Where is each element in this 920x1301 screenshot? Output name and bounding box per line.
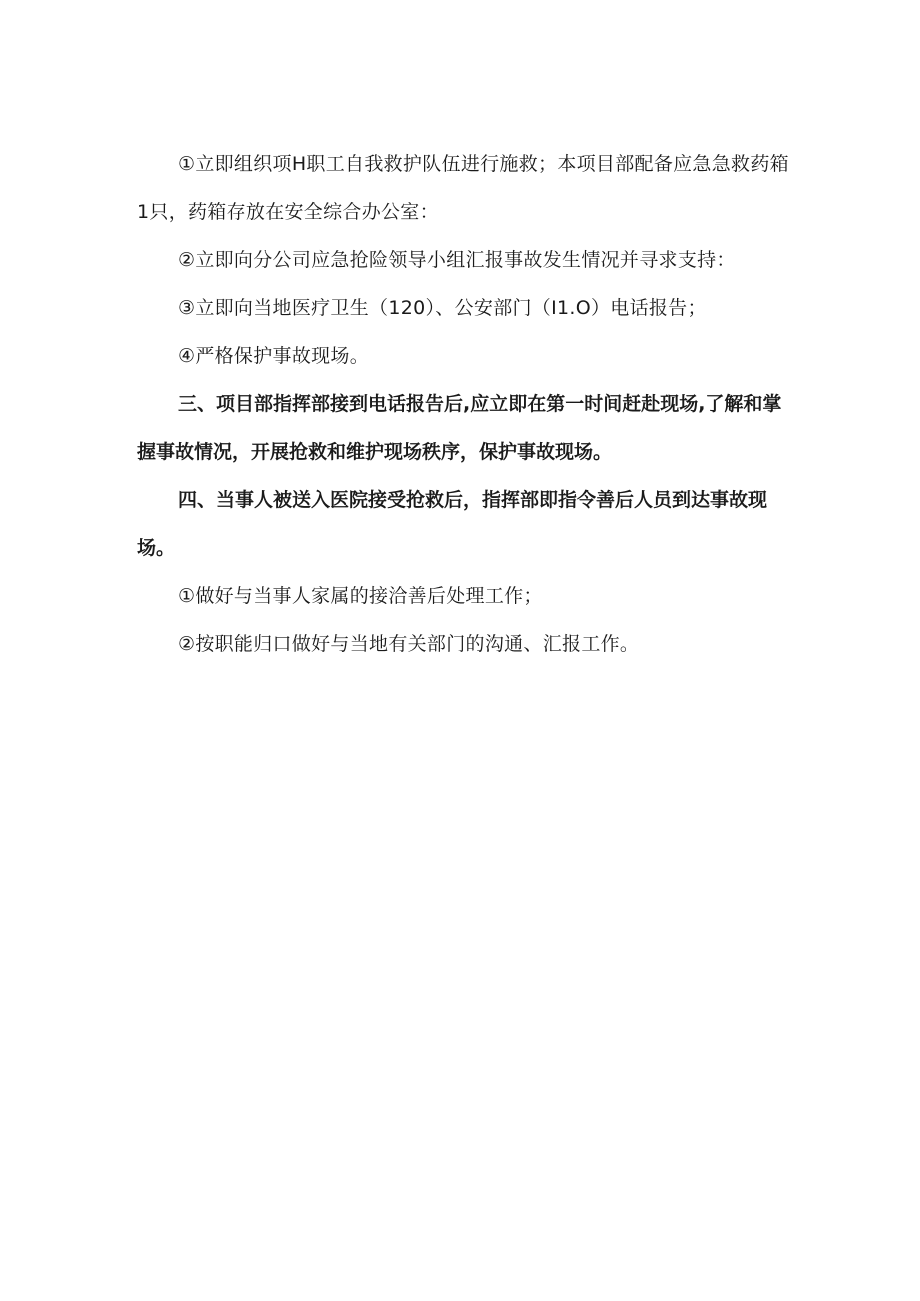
paragraph-report-branch: ②立即向分公司应急抢险领导小组汇报事故发生情况并寻求支持：	[178, 249, 736, 271]
paragraph-department-report: ②按职能归口做好与当地有关部门的沟通、汇报工作。	[178, 633, 640, 655]
paragraph-section-four: 四、当事人被送入医院接受抢救后，指挥部即指令善后人员到达事故现场。	[137, 489, 768, 559]
document-body	[137, 140, 797, 668]
paragraph-section-three: 三、项目部指挥部接到电话报告后,应立即在第一时间赶赴现场,了解和掌握事故情况，开展抢救和维护现场秩序，保护事故现场。	[137, 393, 782, 463]
paragraph-protect-scene: ④严格保护事故现场。	[178, 345, 370, 367]
paragraph-family-liaison: ①做好与当事人家属的接洽善后处理工作；	[178, 585, 543, 607]
paragraph-first-aid: ①立即组织项H职工自我救护队伍进行施救；本项目部配备应急急救药箱1只，药箱存放在安全综合办公室：	[137, 153, 789, 223]
paragraph-report-authorities: ③立即向当地医疗卫生（120）、公安部门（I1.O）电话报告；	[178, 297, 707, 319]
